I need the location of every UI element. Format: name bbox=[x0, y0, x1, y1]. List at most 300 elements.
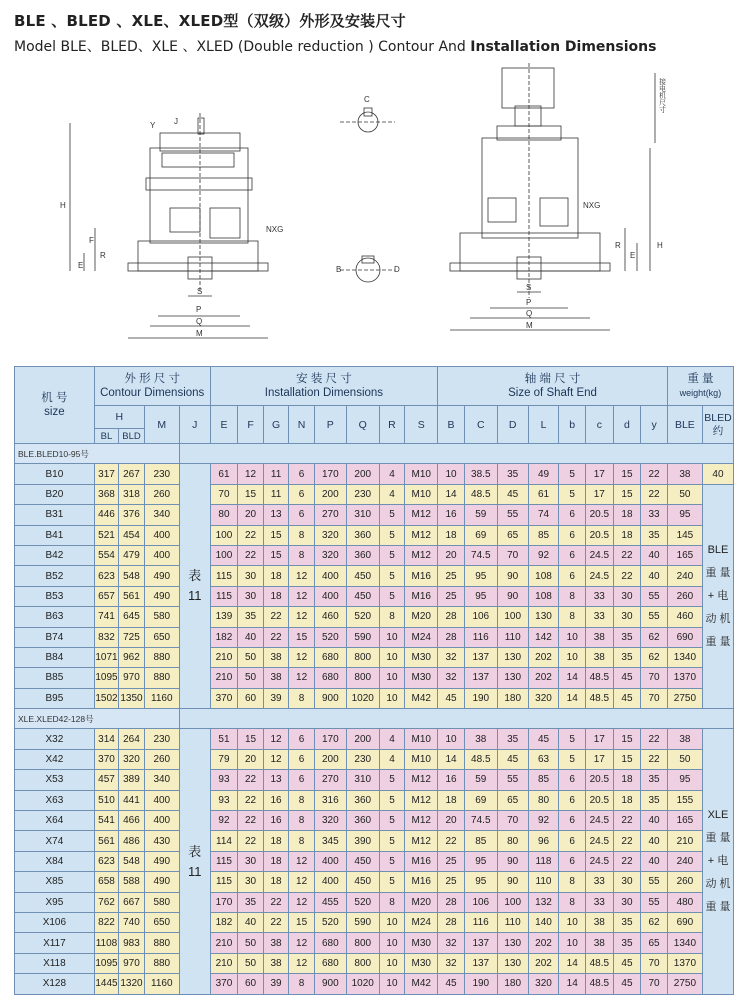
h-bld-cell: 267 bbox=[119, 464, 145, 484]
value-cell: 115 bbox=[210, 586, 238, 606]
value-cell: 22 bbox=[613, 851, 641, 871]
hdr-model-en: size bbox=[44, 406, 65, 418]
value-cell: 85 bbox=[528, 770, 559, 790]
value-cell: 38 bbox=[586, 647, 614, 667]
label-NXG: NXG bbox=[266, 225, 284, 234]
table-row bbox=[15, 525, 734, 545]
title-en bbox=[14, 36, 656, 56]
model-cell: B31 bbox=[15, 505, 95, 525]
table-row bbox=[15, 729, 734, 749]
h-bld-cell: 318 bbox=[119, 484, 145, 504]
hdr-col-F: F bbox=[238, 406, 264, 444]
value-cell: 48.5 bbox=[586, 953, 614, 973]
m-cell: 490 bbox=[144, 586, 179, 606]
model-cell: X85 bbox=[15, 872, 95, 892]
hdr-col-b: b bbox=[559, 406, 586, 444]
value-cell: 59 bbox=[464, 505, 497, 525]
label-J: J bbox=[174, 117, 178, 126]
value-cell: 15 bbox=[263, 525, 289, 545]
value-cell: 10 bbox=[379, 933, 405, 953]
value-cell: 137 bbox=[464, 668, 497, 688]
hdr-weight bbox=[667, 367, 733, 406]
weight-cell: 260 bbox=[667, 872, 702, 892]
value-cell: 8 bbox=[289, 811, 315, 831]
value-cell: M12 bbox=[405, 790, 438, 810]
label-P: P bbox=[196, 305, 202, 314]
m-cell: 490 bbox=[144, 851, 179, 871]
value-cell: 28 bbox=[438, 607, 465, 627]
table-row bbox=[15, 749, 734, 769]
value-cell: 8 bbox=[289, 831, 315, 851]
value-cell: 100 bbox=[210, 545, 238, 565]
value-cell: 6 bbox=[559, 851, 586, 871]
table-row bbox=[15, 811, 734, 831]
value-cell: 65 bbox=[497, 790, 528, 810]
right-motor bbox=[502, 68, 554, 108]
value-cell: M24 bbox=[405, 912, 438, 932]
value-cell: 22 bbox=[238, 811, 264, 831]
value-cell: 316 bbox=[314, 790, 346, 810]
dimensions-table bbox=[14, 366, 734, 995]
value-cell: 93 bbox=[210, 770, 238, 790]
value-cell: 390 bbox=[346, 831, 379, 851]
value-cell: 20 bbox=[238, 505, 264, 525]
value-cell: 5 bbox=[379, 872, 405, 892]
value-cell: 12 bbox=[289, 647, 315, 667]
value-cell: M10 bbox=[405, 749, 438, 769]
value-cell: 32 bbox=[438, 668, 465, 688]
weight-cell: 145 bbox=[667, 525, 702, 545]
value-cell: M20 bbox=[405, 892, 438, 912]
value-cell: 100 bbox=[210, 525, 238, 545]
table-row bbox=[15, 974, 734, 994]
m-cell: 230 bbox=[144, 729, 179, 749]
weight-cell: 210 bbox=[667, 831, 702, 851]
value-cell: 20 bbox=[438, 545, 465, 565]
value-cell: 450 bbox=[346, 566, 379, 586]
label-P-right: P bbox=[526, 298, 532, 307]
value-cell: 51 bbox=[210, 729, 238, 749]
value-cell: 14 bbox=[559, 974, 586, 994]
value-cell: 33 bbox=[586, 586, 614, 606]
value-cell: 40 bbox=[238, 627, 264, 647]
value-cell: M42 bbox=[405, 974, 438, 994]
left-band-2 bbox=[146, 178, 252, 190]
value-cell: 460 bbox=[314, 607, 346, 627]
left-base-flange bbox=[128, 263, 268, 271]
value-cell: 38.5 bbox=[464, 464, 497, 484]
value-cell: 5 bbox=[379, 525, 405, 545]
value-cell: 100 bbox=[497, 892, 528, 912]
hdr-col-P: P bbox=[314, 406, 346, 444]
h-bl-cell: 658 bbox=[94, 872, 118, 892]
model-cell: B95 bbox=[15, 688, 95, 708]
hdr-col-E: E bbox=[210, 406, 238, 444]
value-cell: 33 bbox=[586, 607, 614, 627]
h-bld-cell: 983 bbox=[119, 933, 145, 953]
value-cell: 38 bbox=[464, 729, 497, 749]
value-cell: 24.5 bbox=[586, 545, 614, 565]
value-cell: 22 bbox=[263, 892, 289, 912]
weight-cell: 260 bbox=[667, 586, 702, 606]
value-cell: 45 bbox=[613, 953, 641, 973]
value-cell: 14 bbox=[559, 953, 586, 973]
weight-cell: 165 bbox=[667, 545, 702, 565]
value-cell: 14 bbox=[559, 688, 586, 708]
h-bl-cell: 457 bbox=[94, 770, 118, 790]
right-base bbox=[460, 233, 600, 271]
value-cell: 35 bbox=[497, 464, 528, 484]
weight-cell: 165 bbox=[667, 811, 702, 831]
value-cell: 15 bbox=[238, 484, 264, 504]
hdr-contour-cn: 外 形 尺 寸 bbox=[124, 373, 180, 385]
weight-cell: 690 bbox=[667, 912, 702, 932]
value-cell: 15 bbox=[263, 545, 289, 565]
group-label: BLE.BLED10-95号 bbox=[15, 444, 180, 464]
left-housing bbox=[150, 148, 248, 243]
label-M: M bbox=[196, 329, 203, 338]
hdr-BLED bbox=[702, 406, 733, 444]
value-cell: 35 bbox=[613, 912, 641, 932]
hdr-shaft-en: Size of Shaft End bbox=[508, 387, 597, 399]
value-cell: 92 bbox=[528, 811, 559, 831]
hdr-BLE: BLE bbox=[667, 406, 702, 444]
model-cell: B10 bbox=[15, 464, 95, 484]
value-cell: 680 bbox=[314, 933, 346, 953]
hdr-col-C: C bbox=[464, 406, 497, 444]
value-cell: 10 bbox=[559, 933, 586, 953]
value-cell: 110 bbox=[497, 912, 528, 932]
value-cell: 520 bbox=[346, 892, 379, 912]
value-cell: 320 bbox=[314, 811, 346, 831]
value-cell: 10 bbox=[559, 627, 586, 647]
h-bl-cell: 314 bbox=[94, 729, 118, 749]
value-cell: 900 bbox=[314, 688, 346, 708]
value-cell: 95 bbox=[464, 566, 497, 586]
weight-note-cell: XLE 重 量 + 电 动 机 重 量 bbox=[702, 729, 733, 994]
value-cell: 45 bbox=[438, 974, 465, 994]
value-cell: 116 bbox=[464, 912, 497, 932]
m-cell: 400 bbox=[144, 811, 179, 831]
value-cell: 140 bbox=[528, 912, 559, 932]
value-cell: 12 bbox=[238, 464, 264, 484]
value-cell: 61 bbox=[528, 484, 559, 504]
label-Y: Y bbox=[150, 121, 156, 130]
value-cell: 10 bbox=[379, 647, 405, 667]
value-cell: 11 bbox=[263, 484, 289, 504]
h-bl-cell: 1095 bbox=[94, 953, 118, 973]
value-cell: 35 bbox=[613, 627, 641, 647]
value-cell: 180 bbox=[497, 974, 528, 994]
value-cell: 590 bbox=[346, 912, 379, 932]
value-cell: 74.5 bbox=[464, 811, 497, 831]
table-row bbox=[15, 627, 734, 647]
table-row bbox=[15, 586, 734, 606]
value-cell: 190 bbox=[464, 688, 497, 708]
m-cell: 260 bbox=[144, 484, 179, 504]
model-cell: B84 bbox=[15, 647, 95, 667]
value-cell: 22 bbox=[613, 831, 641, 851]
value-cell: 800 bbox=[346, 953, 379, 973]
h-bld-cell: 376 bbox=[119, 505, 145, 525]
value-cell: 520 bbox=[314, 912, 346, 932]
value-cell: 20.5 bbox=[586, 770, 614, 790]
model-cell: X32 bbox=[15, 729, 95, 749]
value-cell: 70 bbox=[641, 953, 668, 973]
value-cell: 85 bbox=[464, 831, 497, 851]
value-cell: M20 bbox=[405, 607, 438, 627]
value-cell: M30 bbox=[405, 933, 438, 953]
value-cell: 39 bbox=[263, 974, 289, 994]
value-cell: 180 bbox=[497, 688, 528, 708]
value-cell: 18 bbox=[263, 872, 289, 892]
value-cell: 116 bbox=[464, 627, 497, 647]
value-cell: 142 bbox=[528, 627, 559, 647]
label-NXG-right: NXG bbox=[583, 201, 601, 210]
value-cell: 12 bbox=[289, 607, 315, 627]
value-cell: 90 bbox=[497, 586, 528, 606]
hdr-contour bbox=[94, 367, 210, 406]
value-cell: 33 bbox=[586, 872, 614, 892]
value-cell: 12 bbox=[289, 668, 315, 688]
weight-cell: 1370 bbox=[667, 953, 702, 973]
value-cell: 8 bbox=[289, 688, 315, 708]
weight-bled-cell: 40 bbox=[702, 464, 733, 484]
hdr-install-cn: 安 装 尺 寸 bbox=[296, 373, 352, 385]
weight-cell: 95 bbox=[667, 505, 702, 525]
label-F: F bbox=[89, 236, 94, 245]
value-cell: 5 bbox=[379, 790, 405, 810]
left-labels bbox=[60, 117, 283, 338]
value-cell: 50 bbox=[238, 668, 264, 688]
label-E-right: E bbox=[630, 251, 636, 260]
model-cell: X95 bbox=[15, 892, 95, 912]
value-cell: 360 bbox=[346, 790, 379, 810]
contour-drawings bbox=[0, 58, 750, 358]
hdr-col-D: D bbox=[497, 406, 528, 444]
value-cell: 5 bbox=[379, 545, 405, 565]
label-H: H bbox=[60, 201, 66, 210]
value-cell: 59 bbox=[464, 770, 497, 790]
value-cell: 6 bbox=[289, 749, 315, 769]
value-cell: 28 bbox=[438, 892, 465, 912]
value-cell: 202 bbox=[528, 953, 559, 973]
value-cell: 310 bbox=[346, 505, 379, 525]
h-bl-cell: 1108 bbox=[94, 933, 118, 953]
value-cell: 70 bbox=[641, 688, 668, 708]
table-row bbox=[15, 851, 734, 871]
right-shaft-box bbox=[540, 198, 568, 226]
value-cell: 40 bbox=[641, 851, 668, 871]
value-cell: 680 bbox=[314, 953, 346, 973]
hdr-weight-en: weight(kg) bbox=[679, 388, 722, 398]
value-cell: 80 bbox=[210, 505, 238, 525]
h-bl-cell: 554 bbox=[94, 545, 118, 565]
h-bld-cell: 548 bbox=[119, 851, 145, 871]
h-bld-cell: 441 bbox=[119, 790, 145, 810]
value-cell: 370 bbox=[210, 688, 238, 708]
value-cell: 40 bbox=[641, 831, 668, 851]
value-cell: 15 bbox=[289, 912, 315, 932]
label-Q-right: Q bbox=[526, 309, 533, 318]
value-cell: 5 bbox=[379, 505, 405, 525]
value-cell: 22 bbox=[641, 749, 668, 769]
value-cell: 35 bbox=[641, 770, 668, 790]
value-cell: 170 bbox=[314, 729, 346, 749]
value-cell: M12 bbox=[405, 525, 438, 545]
value-cell: 18 bbox=[263, 566, 289, 586]
value-cell: 14 bbox=[438, 749, 465, 769]
m-cell: 580 bbox=[144, 607, 179, 627]
h-bld-cell: 454 bbox=[119, 525, 145, 545]
h-bl-cell: 1095 bbox=[94, 668, 118, 688]
h-bld-cell: 725 bbox=[119, 627, 145, 647]
value-cell: 6 bbox=[559, 790, 586, 810]
value-cell: 310 bbox=[346, 770, 379, 790]
value-cell: 62 bbox=[641, 912, 668, 932]
value-cell: 8 bbox=[289, 545, 315, 565]
value-cell: 95 bbox=[464, 851, 497, 871]
label-M-right: M bbox=[526, 321, 533, 330]
value-cell: 70 bbox=[641, 668, 668, 688]
value-cell: 6 bbox=[289, 505, 315, 525]
title-en-prefix: Model BLE、BLED、XLE 、XLED (Double reduction ) Contour And bbox=[14, 39, 471, 55]
value-cell: 35 bbox=[641, 525, 668, 545]
table-ref-cell: 表 11 bbox=[179, 729, 210, 994]
value-cell: 22 bbox=[641, 729, 668, 749]
value-cell: 450 bbox=[346, 872, 379, 892]
value-cell: 20 bbox=[238, 749, 264, 769]
value-cell: 22 bbox=[641, 464, 668, 484]
hdr-install bbox=[210, 367, 438, 406]
h-bld-cell: 667 bbox=[119, 892, 145, 912]
value-cell: 450 bbox=[346, 851, 379, 871]
model-cell: B42 bbox=[15, 545, 95, 565]
value-cell: 400 bbox=[314, 586, 346, 606]
value-cell: 210 bbox=[210, 933, 238, 953]
value-cell: 320 bbox=[314, 525, 346, 545]
model-cell: X53 bbox=[15, 770, 95, 790]
value-cell: 55 bbox=[497, 770, 528, 790]
value-cell: M10 bbox=[405, 464, 438, 484]
value-cell: 800 bbox=[346, 668, 379, 688]
right-window bbox=[488, 198, 516, 222]
value-cell: 30 bbox=[238, 851, 264, 871]
value-cell: 5 bbox=[379, 566, 405, 586]
value-cell: 6 bbox=[559, 545, 586, 565]
group-separator bbox=[179, 709, 733, 729]
value-cell: 55 bbox=[641, 607, 668, 627]
h-bl-cell: 832 bbox=[94, 627, 118, 647]
m-cell: 880 bbox=[144, 953, 179, 973]
value-cell: 8 bbox=[289, 525, 315, 545]
right-labels bbox=[526, 77, 666, 330]
table-row bbox=[15, 505, 734, 525]
value-cell: 20 bbox=[438, 811, 465, 831]
value-cell: 10 bbox=[379, 953, 405, 973]
value-cell: 5 bbox=[559, 464, 586, 484]
model-cell: B20 bbox=[15, 484, 95, 504]
value-cell: 400 bbox=[314, 872, 346, 892]
m-cell: 490 bbox=[144, 872, 179, 892]
value-cell: 200 bbox=[314, 749, 346, 769]
value-cell: 38 bbox=[586, 627, 614, 647]
value-cell: 5 bbox=[379, 831, 405, 851]
value-cell: 61 bbox=[210, 464, 238, 484]
value-cell: 106 bbox=[464, 607, 497, 627]
m-cell: 880 bbox=[144, 933, 179, 953]
value-cell: 18 bbox=[263, 831, 289, 851]
model-cell: X42 bbox=[15, 749, 95, 769]
m-cell: 650 bbox=[144, 912, 179, 932]
value-cell: 55 bbox=[497, 505, 528, 525]
model-cell: B63 bbox=[15, 607, 95, 627]
value-cell: 12 bbox=[263, 749, 289, 769]
value-cell: 22 bbox=[641, 484, 668, 504]
value-cell: 74 bbox=[528, 505, 559, 525]
value-cell: 24.5 bbox=[586, 851, 614, 871]
h-bl-cell: 510 bbox=[94, 790, 118, 810]
hdr-col-d: d bbox=[613, 406, 641, 444]
weight-cell: 1340 bbox=[667, 933, 702, 953]
h-bl-cell: 446 bbox=[94, 505, 118, 525]
right-housing bbox=[482, 138, 578, 238]
value-cell: 115 bbox=[210, 872, 238, 892]
value-cell: M10 bbox=[405, 729, 438, 749]
value-cell: M30 bbox=[405, 668, 438, 688]
value-cell: M16 bbox=[405, 872, 438, 892]
value-cell: 16 bbox=[263, 790, 289, 810]
m-cell: 880 bbox=[144, 647, 179, 667]
weight-cell: 1370 bbox=[667, 668, 702, 688]
value-cell: 35 bbox=[238, 892, 264, 912]
value-cell: 14 bbox=[559, 668, 586, 688]
hdr-col-L: L bbox=[528, 406, 559, 444]
h-bl-cell: 741 bbox=[94, 607, 118, 627]
value-cell: 79 bbox=[210, 749, 238, 769]
value-cell: 22 bbox=[238, 545, 264, 565]
value-cell: 130 bbox=[528, 607, 559, 627]
weight-cell: 155 bbox=[667, 790, 702, 810]
value-cell: 6 bbox=[289, 464, 315, 484]
value-cell: 345 bbox=[314, 831, 346, 851]
weight-note-cell: BLE 重 量 + 电 动 机 重 量 bbox=[702, 484, 733, 708]
value-cell: 15 bbox=[613, 464, 641, 484]
value-cell: 20.5 bbox=[586, 525, 614, 545]
left-drawing bbox=[70, 113, 268, 338]
value-cell: 16 bbox=[438, 505, 465, 525]
weight-cell: 50 bbox=[667, 484, 702, 504]
value-cell: 30 bbox=[238, 566, 264, 586]
hdr-M: M bbox=[144, 406, 179, 444]
value-cell: 30 bbox=[613, 586, 641, 606]
value-cell: 35 bbox=[613, 647, 641, 667]
value-cell: 17 bbox=[586, 484, 614, 504]
value-cell: 10 bbox=[438, 464, 465, 484]
value-cell: 360 bbox=[346, 525, 379, 545]
hdr-model-cn: 机 号 bbox=[41, 392, 68, 404]
label-S-right: S bbox=[526, 283, 532, 292]
value-cell: 110 bbox=[528, 872, 559, 892]
value-cell: 1020 bbox=[346, 974, 379, 994]
m-cell: 490 bbox=[144, 566, 179, 586]
value-cell: 170 bbox=[314, 464, 346, 484]
value-cell: 6 bbox=[559, 770, 586, 790]
model-cell: X118 bbox=[15, 953, 95, 973]
value-cell: 16 bbox=[438, 770, 465, 790]
left-band-1 bbox=[162, 153, 234, 167]
value-cell: M12 bbox=[405, 770, 438, 790]
